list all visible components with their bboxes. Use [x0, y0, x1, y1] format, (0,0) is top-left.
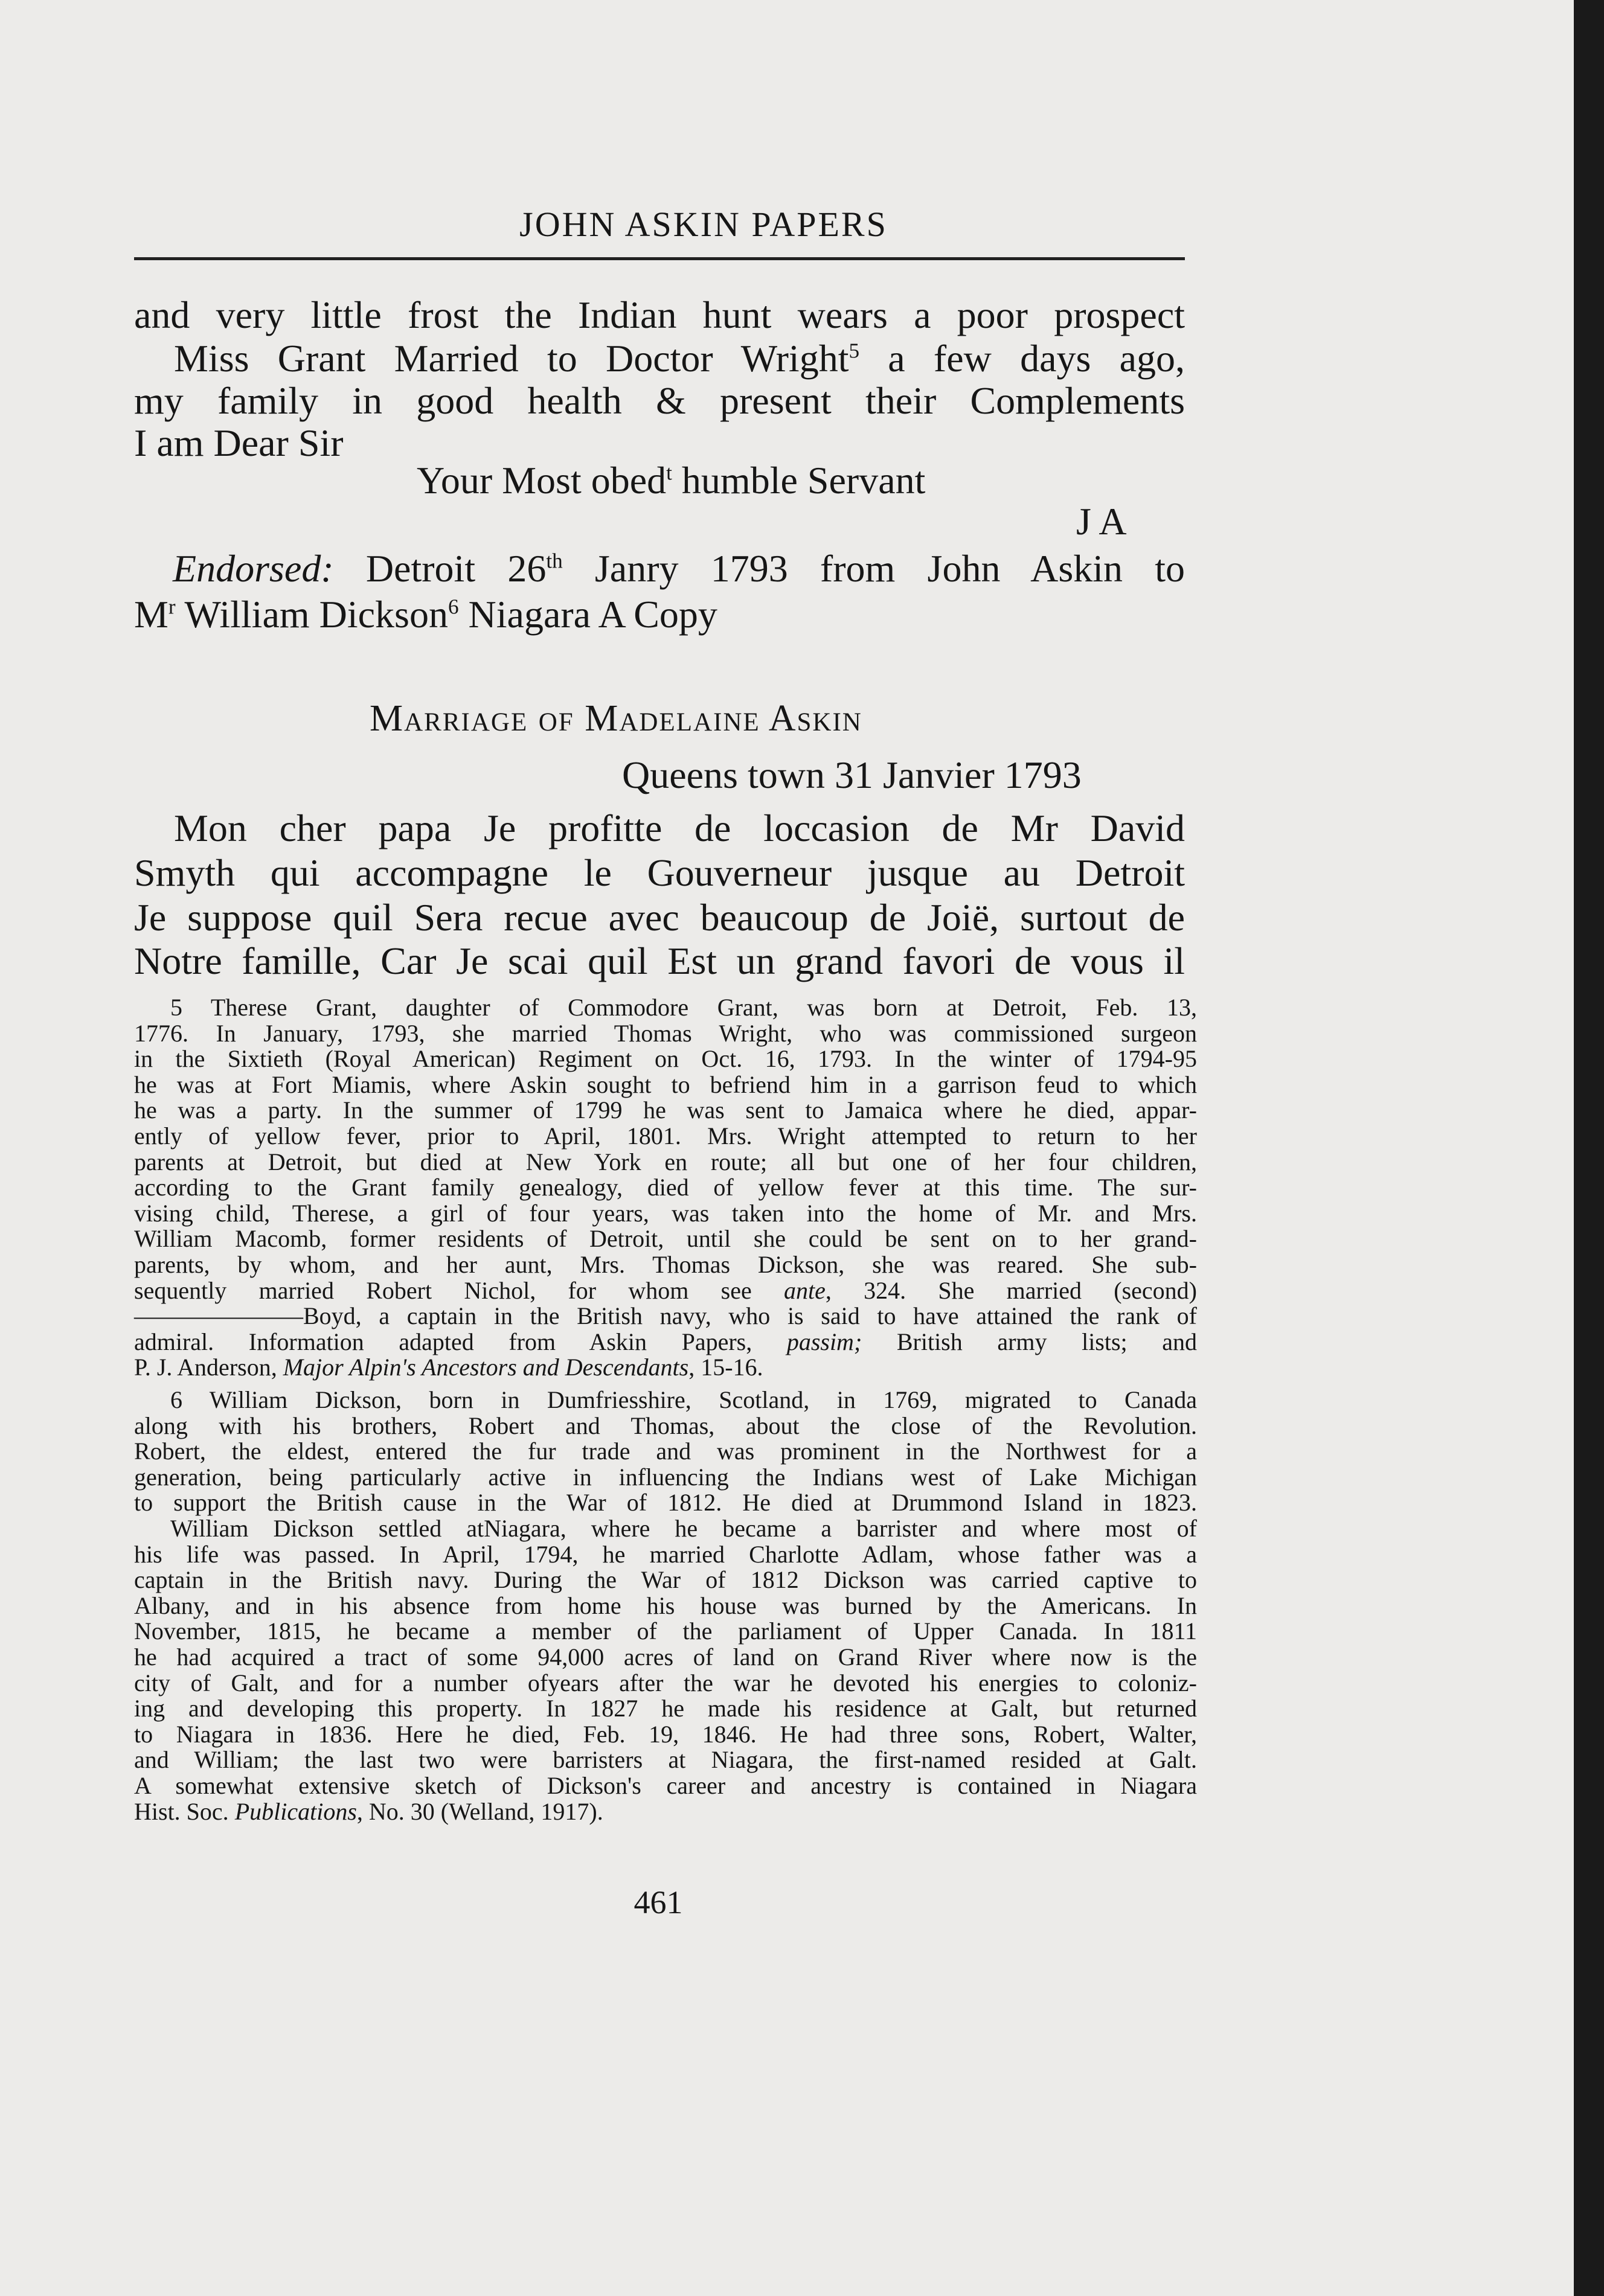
- footnote-line: November, 1815, he became a member of the parliament of Upper Canada. In 1811: [134, 1617, 1197, 1645]
- footnote-line: Albany, and in his absence from home his house was burned by the Americans. In: [134, 1591, 1197, 1619]
- footnote-line: 1776. In January, 1793, she married Thomas Wright, who was commissioned surgeon: [134, 1019, 1197, 1047]
- footnote-6: 6 William Dickson, born in Dumfriesshire, Scotland, in 1769, migrated to Canada: [170, 1386, 1197, 1413]
- footnote-line: vising child, Therese, a girl of four years, was taken into the home of Mr. and Mrs.: [134, 1199, 1197, 1227]
- footnote-line: his life was passed. In April, 1794, he married Charlotte Adlam, whose father was a: [134, 1540, 1197, 1568]
- footnote-line: P. J. Anderson, Major Alpin's Ancestors and Descendants, 15-16.: [134, 1354, 763, 1381]
- section-title: Marriage of Madelaine Askin: [370, 698, 862, 739]
- footnote-line: generation, being particularly active in influencing the Indians west of Lake Michigan: [134, 1463, 1197, 1491]
- letter-closing: Your Most obed$^t$ humble Servant: [417, 459, 926, 502]
- running-head: JOHN ASKIN PAPERS: [519, 205, 888, 244]
- footnote-line: to support the British cause in the War of 1812. He died at Drummond Island in 1823.: [134, 1489, 1197, 1517]
- footnote-line: he was at Fort Miamis, where Askin sought to befriend him in a garrison feud to which: [134, 1070, 1197, 1098]
- footnote-line: parents at Detroit, but died at New York en route; all but one of her four children,: [134, 1148, 1197, 1175]
- footnote-line: ———————Boyd, a captain in the British navy, who is said to have attained the rank of: [134, 1302, 1197, 1330]
- footnote-line: admiral. Information adapted from Askin Papers, passim; British army lists; and: [134, 1328, 1197, 1355]
- letter-line: and very little frost the Indian hunt wears a poor prospect: [134, 293, 1185, 336]
- footnote-line: Robert, the eldest, entered the fur trade and was prominent in the Northwest for a: [134, 1437, 1197, 1465]
- footnote-line: William Macomb, former residents of Detroit, until she could be sent on to her grand-: [134, 1225, 1197, 1253]
- footnote-line: A somewhat extensive sketch of Dickson's career and ancestry is contained in Niagara: [134, 1772, 1197, 1799]
- footnote-line: he was a party. In the summer of 1799 he was sent to Jamaica where he died, appar-: [134, 1096, 1197, 1124]
- signature: J A: [1076, 500, 1127, 543]
- footnote-line: in the Sixtieth (Royal American) Regiment on Oct. 16, 1793. In the winter of 1794-95: [134, 1045, 1197, 1073]
- footnote-line: according to the Grant family genealogy, died of yellow fever at this time. The sur-: [134, 1174, 1197, 1201]
- footnote-line: William Dickson settled atNiagara, where he became a barrister and where most of: [170, 1515, 1197, 1542]
- footnote-line: ing and developing this property. In 1827 he made his residence at Galt, but returned: [134, 1695, 1197, 1722]
- letter-line: I am Dear Sir: [134, 421, 344, 464]
- footnote-line: ently of yellow fever, prior to April, 1801. Mrs. Wright attempted to return to her: [134, 1122, 1197, 1150]
- letter-line: my family in good health & present their Complements: [134, 379, 1185, 422]
- letter-line: Je suppose quil Sera recue avec beaucoup de Joiё, surtout de: [134, 896, 1185, 939]
- footnote-5: 5 Therese Grant, daughter of Commodore Grant, was born at Detroit, Feb. 13,: [170, 994, 1197, 1021]
- header-rule: [134, 257, 1185, 260]
- footnote-line: city of Galt, and for a number ofyears after the war he devoted his energies to coloniz-: [134, 1669, 1197, 1696]
- footnote-line: to Niagara in 1836. Here he died, Feb. 19, 1846. He had three sons, Robert, Walter,: [134, 1720, 1197, 1748]
- endorsement: $M^r$ William Dickson$^6$ Niagara A Copy: [134, 593, 717, 636]
- footnote-line: sequently married Robert Nichol, for whom see ante, 324. She married (second): [134, 1276, 1198, 1304]
- letter-line: Miss Grant Married to Doctor Wright$^5$ a few days ago,: [174, 337, 1185, 380]
- letter-line: Notre famille, Car Je scai quil Est un grand favori de vous il: [134, 939, 1185, 982]
- footnote-ref: 5: [849, 339, 860, 363]
- letter-line: Mon cher papa Je profitte de loccasion de Mr David: [174, 807, 1185, 849]
- footnote-line: and William; the last two were barristers at Niagara, the first-named resided at Galt.: [134, 1746, 1197, 1774]
- footnote-line: parents, by whom, and her aunt, Mrs. Thomas Dickson, she was reared. She sub-: [134, 1251, 1197, 1278]
- dateline: Queens town 31 Janvier 1793: [622, 753, 1082, 796]
- footnote-line: along with his brothers, Robert and Thomas, about the close of the Revolution.: [134, 1412, 1197, 1439]
- footnote-line: Hist. Soc. Publications, No. 30 (Welland, 1917).: [134, 1797, 603, 1825]
- letter-line: Smyth qui accompagne le Gouverneur jusque au Detroit: [134, 851, 1185, 894]
- footnote-ref: 6: [448, 595, 459, 619]
- endorsement: Endorsed: Detroit 26th Janry 1793 from John Askin to: [173, 547, 1185, 590]
- page-number: 461: [634, 1884, 683, 1920]
- footnote-line: he had acquired a tract of some 94,000 acres of land on Grand River where now is the: [134, 1643, 1197, 1671]
- footnote-line: captain in the British navy. During the War of 1812 Dickson was carried captive to: [134, 1566, 1197, 1594]
